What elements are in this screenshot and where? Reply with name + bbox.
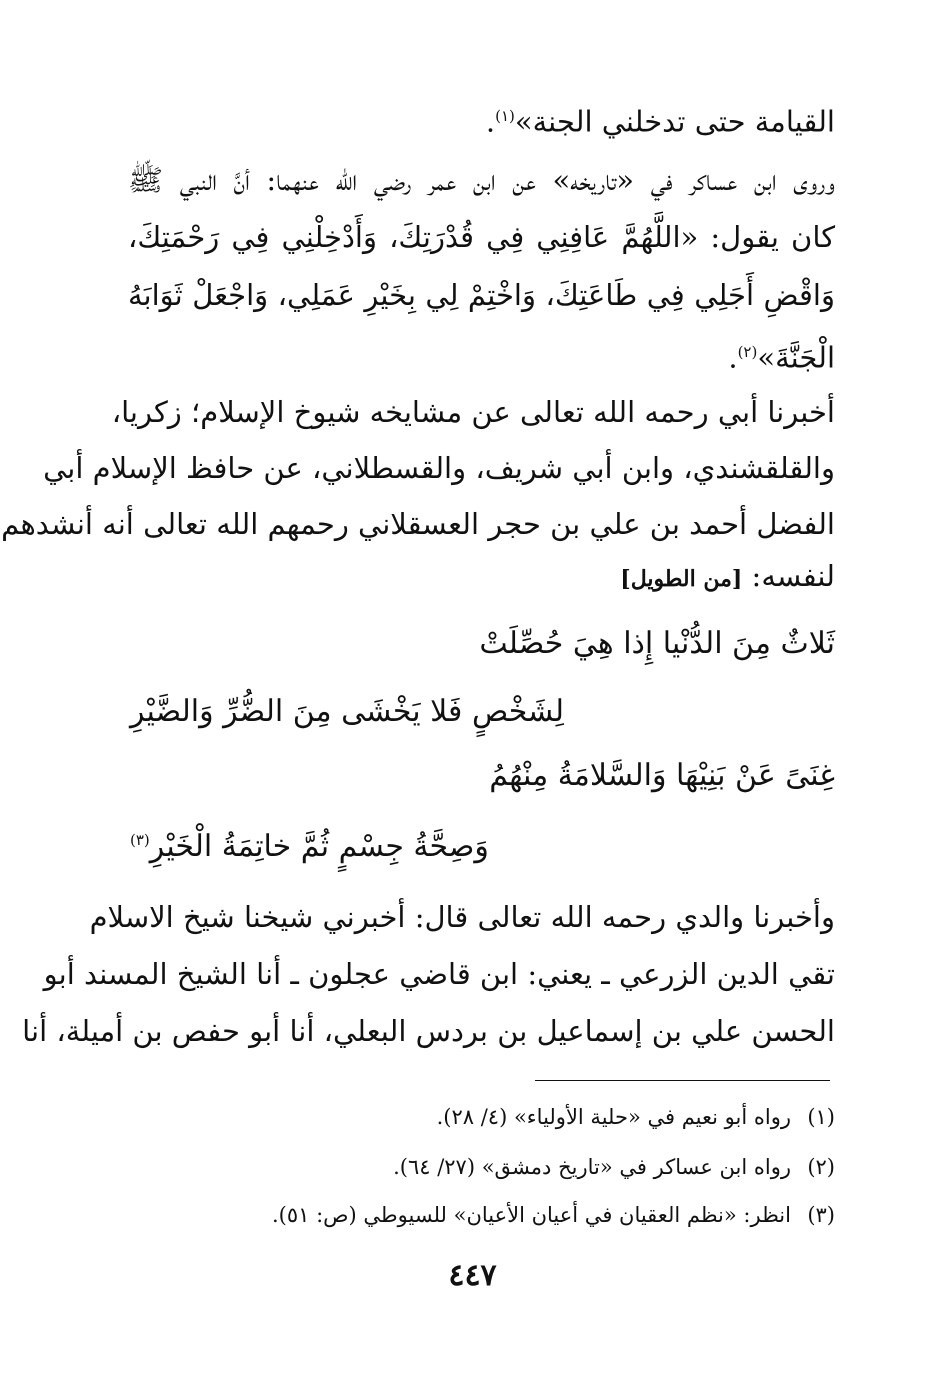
footnote-1 xyxy=(128,1100,835,1134)
footnote-text: رواه ابن عساكر في «تاريخ دمشق» (٢٧/ ٦٤). xyxy=(393,1155,791,1179)
text-segment: . xyxy=(485,104,496,139)
text-line-2: وروى ابن عساكر في «تاريخه» عن ابن عمر رضي الله عنهما: أنَّ النبي ﷺ xyxy=(128,163,835,197)
text-line-4: وَاقْضِ أَجَلِي فِي طَاعَتِكَ، وَاخْتِمْ لِي بِخَيْرِ عَمَلِي، وَاجْعَلْ ثَوَابَهُ xyxy=(128,278,835,312)
meter-tag: [من الطويل] xyxy=(620,566,743,592)
footnote-text: انظر: «نظم العقيان في أعيان الأعيان» للسيوطي (ص: ٥١). xyxy=(271,1203,791,1227)
footnote-3 xyxy=(128,1198,835,1232)
text-segment: الْجَنَّةَ» xyxy=(757,340,835,375)
footnote-2 xyxy=(128,1150,835,1184)
text-segment: لنفسه: xyxy=(751,559,835,593)
footnote-number: (٢) xyxy=(807,1155,835,1179)
text-line-5 xyxy=(128,332,835,378)
verse-hemistich-4 xyxy=(130,818,489,869)
footnote-divider xyxy=(535,1080,830,1081)
text-line-10: وأخبرنا والدي رحمه الله تعالى قال: أخبرني شيخنا شيخ الاسلام xyxy=(89,900,835,934)
footnote-ref-3[interactable]: (٣) xyxy=(130,831,150,849)
text-line-1 xyxy=(128,96,835,142)
text-line-9 xyxy=(128,556,835,599)
text-line-3: كان يقول: «اللَّهُمَّ عَافِنِي فِي قُدْرَتِكَ، وَأَدْخِلْنِي فِي رَحْمَتِكَ، xyxy=(128,220,835,254)
text-line-6: أخبرنا أبي رحمه الله تعالى عن مشايخه شيوخ الإسلام؛ زكريا، xyxy=(111,395,835,429)
footnote-number: (١) xyxy=(807,1105,835,1129)
text-segment: وَصِحَّةُ جِسْمٍ ثُمَّ خاتِمَةُ الْخَيْرِ xyxy=(149,829,489,864)
text-line-12: الحسن علي بن إسماعيل بن بردس البعلي، أنا أبو حفص بن أميلة، أنا xyxy=(22,1014,835,1048)
text-line-7: والقلقشندي، وابن أبي شريف، والقسطلاني، عن حافظ الإسلام أبي xyxy=(43,451,835,485)
text-segment: القيامة حتى تدخلني الجنة» xyxy=(514,104,835,139)
page-number: ٤٤٧ xyxy=(448,1258,497,1293)
verse-hemistich-1: ثَلاثٌ مِنَ الدُّنْيا إِذا هِيَ حُصِّلَتْ xyxy=(479,626,835,661)
footnote-number: (٣) xyxy=(807,1203,835,1227)
text-line-11: تقي الدين الزرعي ـ يعني: ابن قاضي عجلون ـ أنا الشيخ المسند أبو xyxy=(43,957,835,991)
verse-hemistich-2: لِشَخْصٍ فَلا يَخْشَى مِنَ الضُّرِّ وَالضَّيْرِ xyxy=(130,694,564,729)
text-line-8: الفضل أحمد بن علي بن حجر العسقلاني رحمهم الله تعالى أنه أنشدهم xyxy=(1,507,835,541)
footnote-ref-1[interactable]: (١) xyxy=(495,107,515,125)
footnote-text: رواه أبو نعيم في «حلية الأولياء» (٤/ ٢٨). xyxy=(436,1105,791,1129)
verse-hemistich-3: غِنَىً عَنْ بَنِيْهَا وَالسَّلامَةُ مِنْهُمُ xyxy=(489,758,835,793)
footnote-ref-2[interactable]: (٢) xyxy=(737,343,758,361)
text-segment: . xyxy=(728,340,738,375)
